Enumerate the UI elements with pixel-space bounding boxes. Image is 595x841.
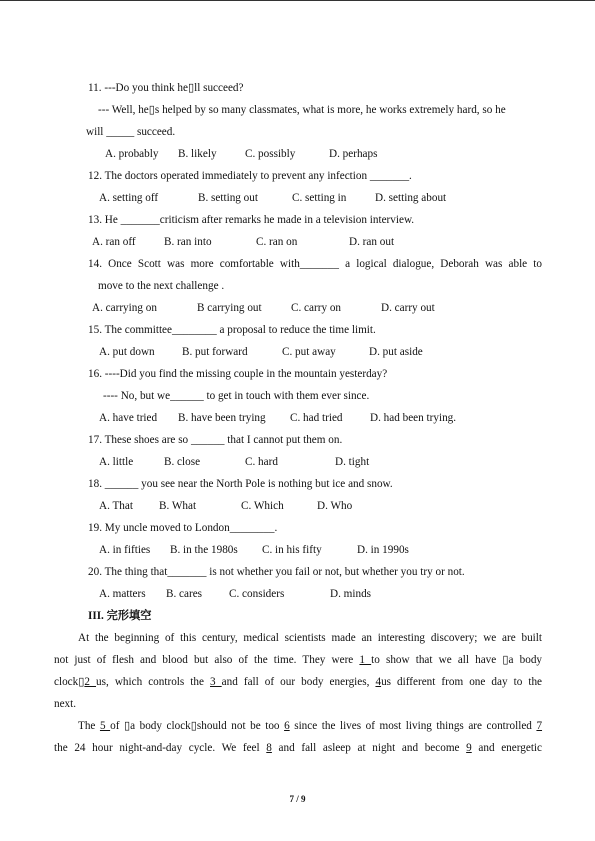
- option-b: B. likely: [178, 148, 217, 160]
- passage-line-1: At the beginning of this century, medical scientists made an interesting discovery; we are built: [78, 632, 542, 644]
- option-c: C. had tried: [290, 412, 343, 424]
- option-a: A. ran off: [92, 236, 136, 248]
- passage-line-5: [78, 719, 542, 733]
- question-14-stem: 14. Once Scott was more comfortable with_______ a logical dialogue, Deborah was able to: [88, 258, 542, 270]
- option-a: A. little: [99, 456, 134, 468]
- option-c: C. Which: [241, 500, 284, 512]
- option-b: B. put forward: [182, 346, 248, 358]
- blank-7: 7: [536, 720, 543, 732]
- passage-text: since the lives of most living things are controlled: [294, 720, 532, 732]
- blank-4: 4: [375, 676, 382, 688]
- blank-1: 1: [359, 654, 372, 666]
- option-d: D. had been trying.: [370, 412, 457, 424]
- option-c: C. put away: [282, 346, 336, 358]
- blank-5: 5: [99, 720, 111, 732]
- option-b: B. What: [159, 500, 197, 512]
- question-11-stem: 11. ---Do you think he▯ll succeed?: [88, 82, 244, 94]
- passage-line-2: [54, 653, 542, 667]
- page-number: 7 / 9: [289, 794, 306, 804]
- option-c: C. in his fifty: [262, 544, 322, 556]
- question-12-stem: 12. The doctors operated immediately to prevent any infection _______.: [88, 170, 412, 182]
- option-a: A. probably: [105, 148, 159, 160]
- option-d: D. ran out: [349, 236, 395, 248]
- passage-text: The: [78, 720, 96, 732]
- option-c: C. setting in: [292, 192, 347, 204]
- option-a: A. setting off: [99, 192, 159, 204]
- passage-line-6: [54, 741, 542, 755]
- option-c: C. considers: [229, 588, 285, 600]
- option-b: B carrying out: [197, 302, 262, 314]
- question-13-stem: 13. He _______criticism after remarks he made in a television interview.: [88, 214, 415, 226]
- option-c: C. hard: [245, 456, 278, 468]
- blank-2: 2: [84, 676, 97, 688]
- option-d: D. tight: [335, 456, 370, 468]
- blank-8: 8: [266, 742, 272, 754]
- question-20-stem: 20. The thing that_______ is not whether you fail or not, but whether you try or not.: [88, 566, 465, 578]
- passage-text: and energetic: [478, 742, 543, 754]
- option-b: B. cares: [166, 588, 203, 600]
- passage-text: the 24 hour night-and-day cycle. We feel: [54, 742, 260, 754]
- passage-text: not just of flesh and blood but also of the time. They were: [54, 654, 354, 666]
- passage-line-3: [54, 675, 542, 689]
- option-b: B. ran into: [164, 236, 212, 248]
- passage-text: and fall asleep at night and become: [278, 742, 460, 754]
- question-17-stem: 17. These shoes are so ______ that I cannot put them on.: [88, 434, 343, 446]
- question-14-line2: move to the next challenge .: [98, 280, 225, 292]
- passage-text: us different from one day to the: [381, 676, 543, 688]
- passage-text: and fall of our body energies,: [221, 676, 370, 688]
- option-b: B. setting out: [198, 192, 258, 204]
- question-15-stem: 15. The committee________ a proposal to reduce the time limit.: [88, 324, 376, 336]
- question-16-line2: ---- No, but we______ to get in touch with them ever since.: [103, 390, 370, 402]
- option-d: D. put aside: [369, 346, 423, 358]
- blank-3: 3: [210, 676, 222, 688]
- passage-text: to show that we all have ▯a body: [371, 654, 543, 666]
- option-c: C. carry on: [291, 302, 342, 314]
- section-heading: III. 完形填空: [88, 610, 152, 622]
- option-d: D. setting about: [375, 192, 447, 204]
- passage-text: us, which controls the: [96, 676, 204, 688]
- option-d: D. minds: [330, 588, 372, 600]
- option-b: B. have been trying: [178, 412, 266, 424]
- question-11-line2: --- Well, he▯s helped by so many classmates, what is more, he works extremely hard, so he: [98, 104, 506, 116]
- passage-text: of ▯a body clock▯should not be too: [110, 720, 280, 732]
- question-19-stem: 19. My uncle moved to London________.: [88, 522, 278, 534]
- passage-line-4: next.: [54, 698, 77, 710]
- option-d: D. perhaps: [329, 148, 378, 160]
- option-d: D. carry out: [381, 302, 435, 314]
- option-a: A. carrying on: [92, 302, 157, 314]
- passage-text: clock▯: [54, 676, 85, 688]
- blank-9: 9: [466, 742, 472, 754]
- option-a: A. matters: [99, 588, 146, 600]
- question-16-stem: 16. ----Did you find the missing couple in the mountain yesterday?: [88, 368, 388, 380]
- option-b: B. in the 1980s: [170, 544, 238, 556]
- option-d: D. Who: [317, 500, 353, 512]
- option-a: A. put down: [99, 346, 155, 358]
- question-18-stem: 18. ______ you see near the North Pole is nothing but ice and snow.: [88, 478, 393, 490]
- question-11-line3: will _____ succeed.: [86, 126, 176, 138]
- option-b: B. close: [164, 456, 201, 468]
- option-d: D. in 1990s: [357, 544, 409, 556]
- option-a: A. in fifties: [99, 544, 151, 556]
- option-a: A. That: [99, 500, 133, 512]
- blank-6: 6: [284, 720, 290, 732]
- option-c: C. possibly: [245, 148, 296, 160]
- option-a: A. have tried: [99, 412, 158, 424]
- option-c: C. ran on: [256, 236, 298, 248]
